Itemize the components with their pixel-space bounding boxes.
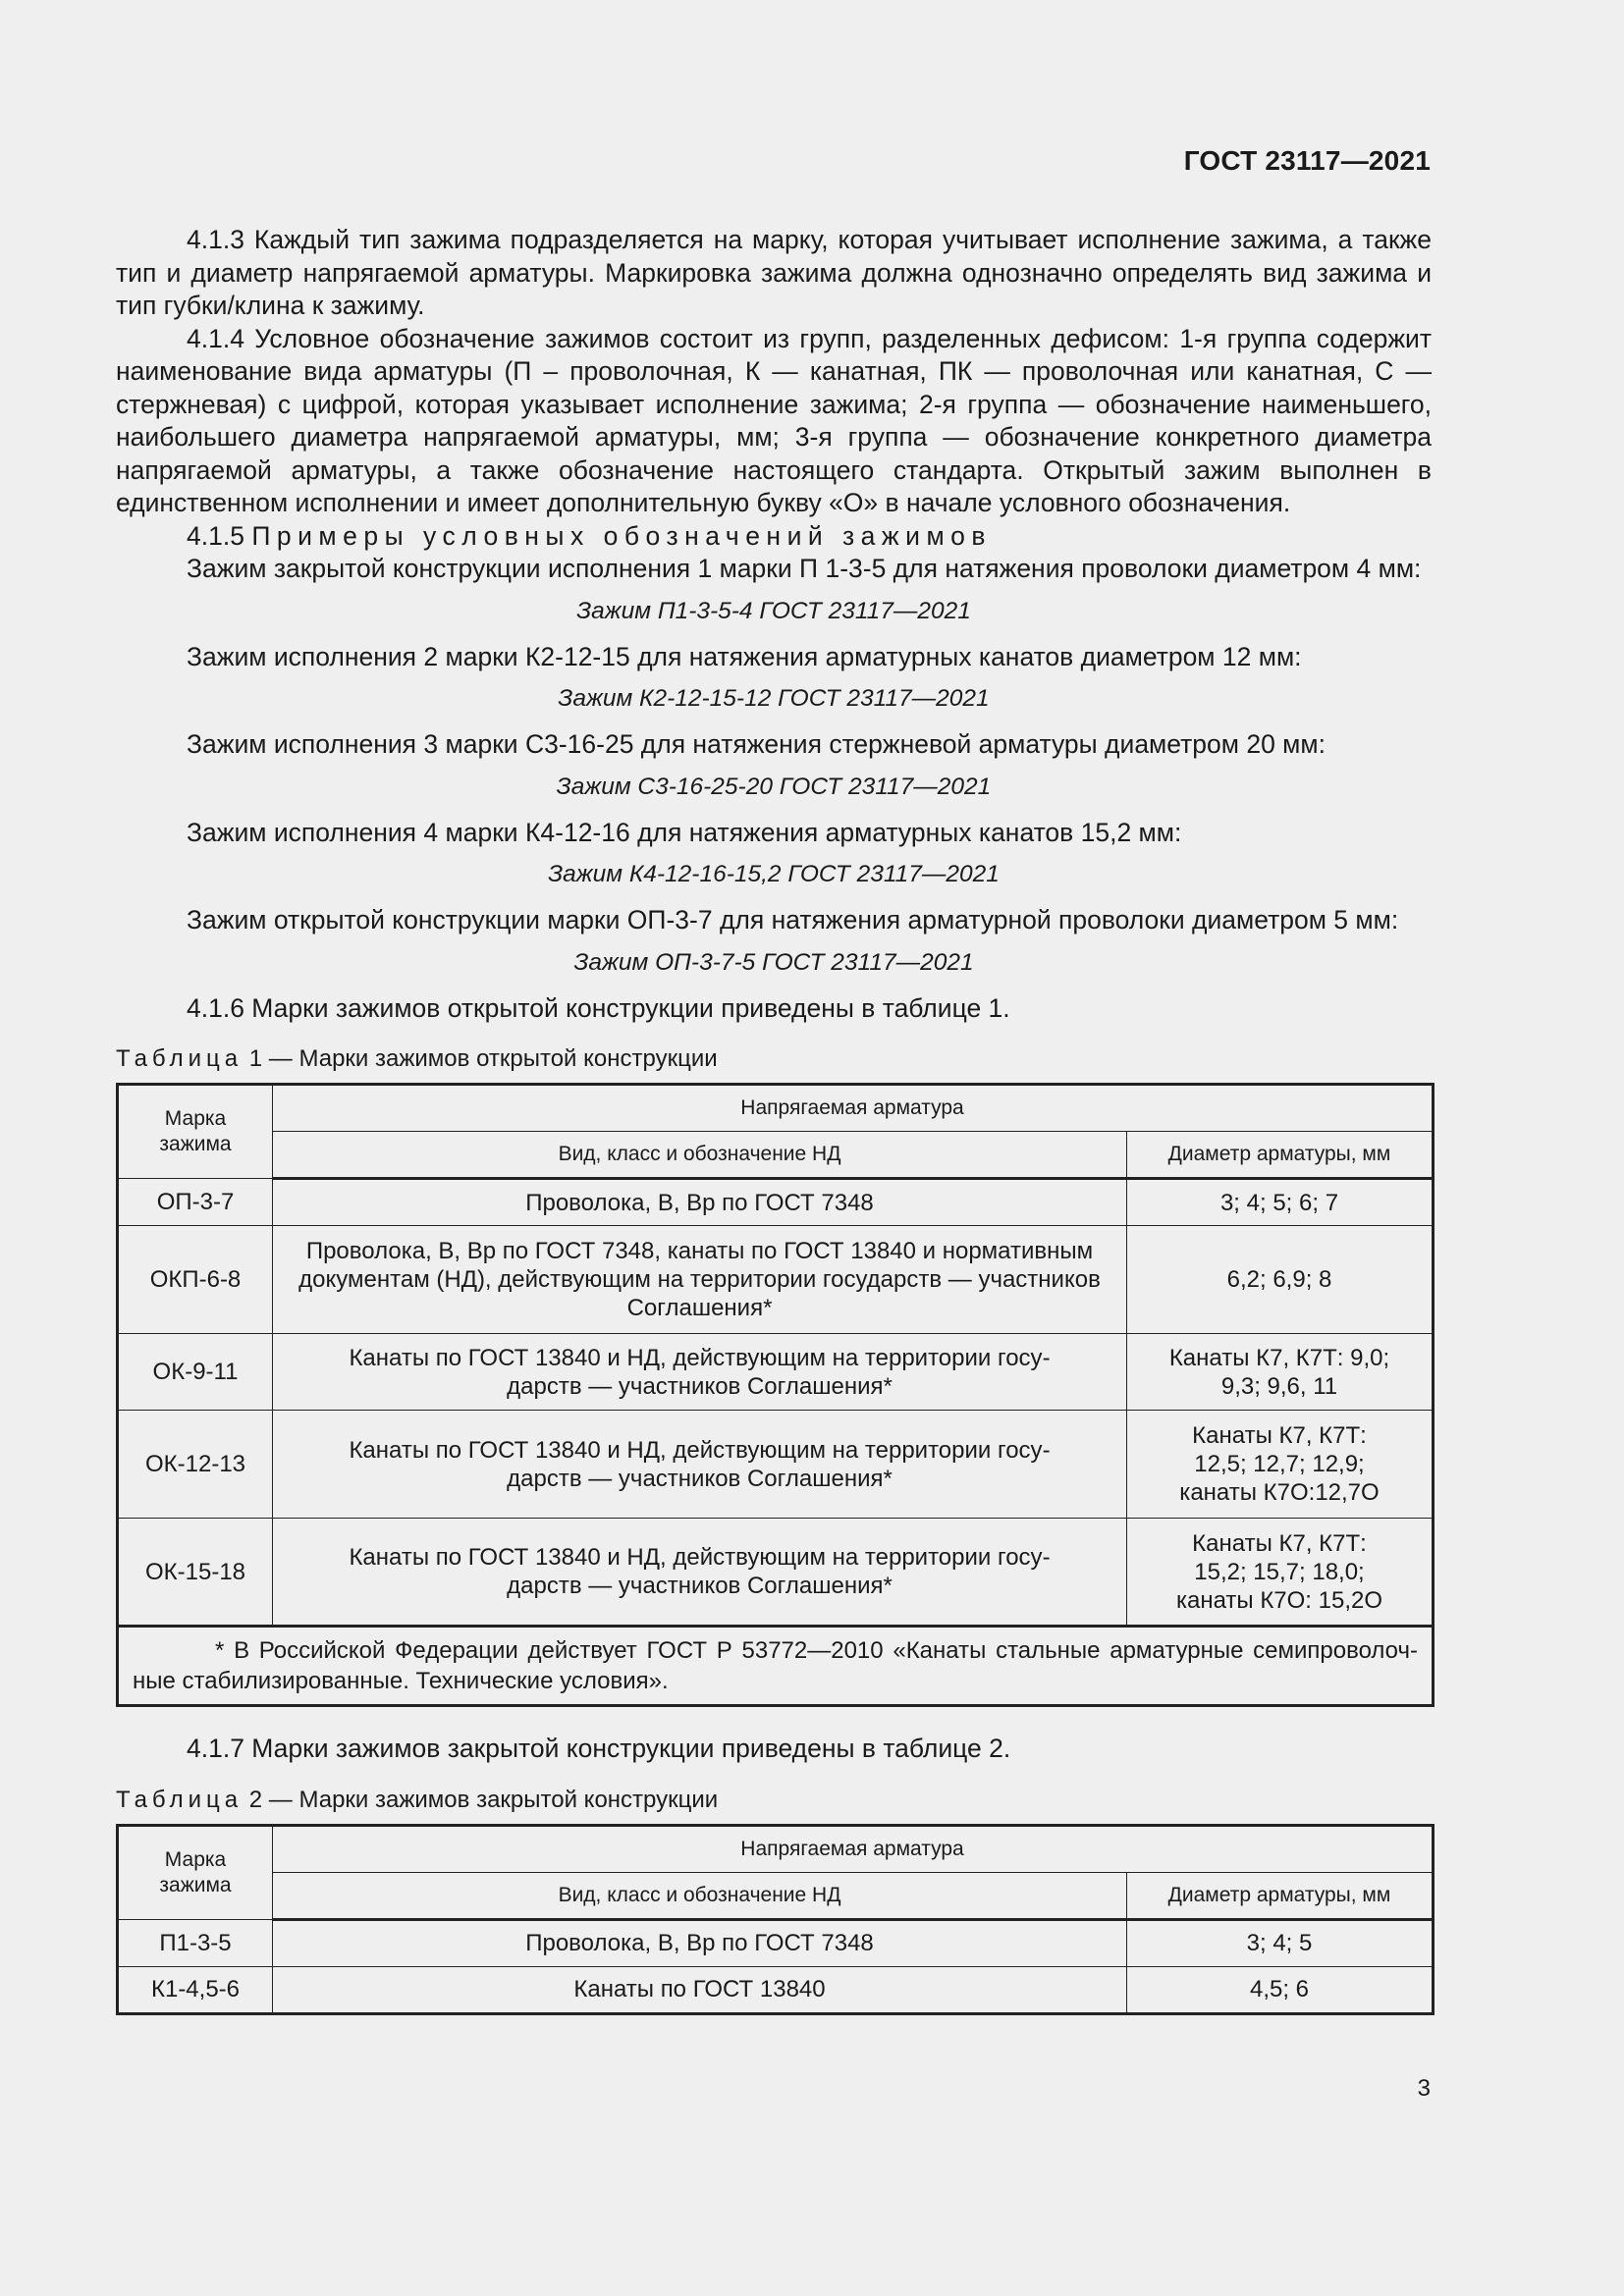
example-5-designation: Зажим ОП-3-7-5 ГОСТ 23117—2021 — [573, 948, 974, 976]
example-3-designation: Зажим С3-16-25-20 ГОСТ 23117—2021 — [556, 773, 992, 800]
table-2-caption — [116, 1786, 1432, 1815]
header-diameter: Диаметр арматуры, мм — [1127, 1872, 1434, 1919]
cell-diameter: Канаты К7, К7Т: 12,5; 12,7; 12,9; канаты К7О:12,7О — [1127, 1411, 1434, 1519]
paragraph-4-1-7: 4.1.7 Марки зажимов закрытой конструкции приведены в таблице 2. — [187, 1734, 1011, 1763]
example-4-text: Зажим исполнения 4 марки К4-12-16 для натяжения арматурных канатов 15,2 мм: — [187, 817, 1182, 847]
table-title: 2 — Марки зажимов закрытой конструкции — [248, 1786, 719, 1813]
header-group: Напрягаемая арматура — [273, 1085, 1434, 1132]
table-2 — [116, 1824, 1435, 2015]
cell-type: Канаты по ГОСТ 13840 и НД, действующим на территории государств — участников Соглашения* — [273, 1334, 1127, 1411]
header-mark: Марка зажима — [118, 1825, 273, 1919]
table-footnote-row — [118, 1627, 1434, 1706]
example-1-text: Зажим закрытой конструкции исполнения 1 марки П 1-3-5 для натяжения проволоки диаметром 4 мм: — [187, 554, 1422, 583]
table-row — [118, 1919, 1434, 1966]
example-1-designation: Зажим П1-3-5-4 ГОСТ 23117—2021 — [576, 597, 971, 624]
header-mark: Марка зажима — [118, 1085, 273, 1179]
section-4-1-5-heading — [116, 520, 1432, 554]
cell-mark: К1-4,5-6 — [118, 1966, 273, 2013]
cell-mark: П1-3-5 — [118, 1919, 273, 1966]
document-body — [116, 224, 1432, 2015]
cell-type: Канаты по ГОСТ 13840 и НД, действующим на территории государств — участников Соглашения* — [273, 1519, 1127, 1627]
cell-mark: ОКП-6-8 — [118, 1226, 273, 1334]
cell-diameter: Канаты К7, К7Т: 9,0; 9,3; 9,6, 11 — [1127, 1334, 1434, 1411]
example-3-text: Зажим исполнения 3 марки С3-16-25 для натяжения стержневой арматуры диаметром 20 мм: — [187, 729, 1326, 759]
table-label: Таблица — [116, 1045, 244, 1072]
header-type: Вид, класс и обозначение НД — [273, 1132, 1127, 1179]
paragraph-4-1-6: 4.1.6 Марки зажимов открытой конструкции приведены в таблице 1. — [187, 992, 1010, 1023]
example-2-designation: Зажим К2-12-15-12 ГОСТ 23117—2021 — [558, 685, 990, 712]
table-row — [118, 1519, 1434, 1627]
cell-mark: ОК-12-13 — [118, 1411, 273, 1519]
table-row — [118, 1334, 1434, 1411]
table-footnote: * В Российской Федерации действует ГОСТ Р 53772—2010 «Канаты стальные арматурные семипроволочные стабилизированные. Технические условия». — [118, 1627, 1434, 1706]
table-row — [118, 1226, 1434, 1334]
table-1-caption — [116, 1044, 1432, 1074]
table-1 — [116, 1083, 1435, 1707]
standard-designation: ГОСТ 23117—2021 — [1183, 145, 1431, 176]
cell-diameter: Канаты К7, К7Т: 15,2; 15,7; 18,0; канаты К7О: 15,2О — [1127, 1519, 1434, 1627]
cell-type: Проволока, В, Вр по ГОСТ 7348 — [273, 1919, 1127, 1966]
section-number: 4.1.5 — [187, 520, 244, 551]
cell-diameter: 3; 4; 5; 6; 7 — [1127, 1179, 1434, 1226]
section-title: Примеры условных обозначений зажимов — [251, 520, 992, 551]
cell-type: Канаты по ГОСТ 13840 и НД, действующим на территории государств — участников Соглашения* — [273, 1411, 1127, 1519]
page-number: 3 — [1417, 2075, 1431, 2102]
cell-mark: ОК-15-18 — [118, 1519, 273, 1627]
example-5-text: Зажим открытой конструкции марки ОП-3-7 для натяжения арматурной проволоки диаметром 5 мм: — [187, 905, 1399, 934]
cell-diameter: 4,5; 6 — [1127, 1966, 1434, 2013]
cell-diameter: 6,2; 6,9; 8 — [1127, 1226, 1434, 1334]
header-type: Вид, класс и обозначение НД — [273, 1872, 1127, 1919]
cell-type: Проволока, В, Вр по ГОСТ 7348 — [273, 1179, 1127, 1226]
cell-type: Канаты по ГОСТ 13840 — [273, 1966, 1127, 2013]
header-group: Напрягаемая арматура — [273, 1825, 1434, 1872]
table-label: Таблица — [116, 1786, 244, 1813]
table-row — [118, 1966, 1434, 2013]
example-2-text: Зажим исполнения 2 марки К2-12-15 для натяжения арматурных канатов диаметром 12 мм: — [187, 641, 1302, 671]
header-diameter: Диаметр арматуры, мм — [1127, 1132, 1434, 1179]
paragraph-4-1-3: 4.1.3 Каждый тип зажима подразделяется на марку, которая учитывает исполнение зажима, а также тип и диаметр напрягаемой арматуры. Маркировка зажима должна однозначно определять вид зажима и тип губки/клина к зажиму. — [116, 225, 1432, 320]
cell-mark: ОК-9-11 — [118, 1334, 273, 1411]
table-row — [118, 1411, 1434, 1519]
cell-diameter: 3; 4; 5 — [1127, 1919, 1434, 1966]
table-row — [118, 1179, 1434, 1226]
table-title: 1 — Марки зажимов открытой конструкции — [248, 1045, 718, 1072]
paragraph-4-1-4: 4.1.4 Условное обозначение зажимов состоит из групп, разделенных дефисом: 1-я группа содержит наименование вида арматуры (П – проволочная, К — канатная, ПК — проволочная или канатная, С — стержневая) с цифрой, которая указывает исполнение зажима; 2-я группа — обозначение наименьшего, наибольшего диаметра напрягаемой арматуры, мм; 3-я группа — обозначение конкретного диаметра напрягаемой арматуры, а также обозначение настоящего стандарта. Открытый зажим выполнен в единственном исполнении и имеет дополнительную букву «О» в начале условного обозначения. — [116, 323, 1432, 517]
example-4-designation: Зажим К4-12-16-15,2 ГОСТ 23117—2021 — [548, 861, 1000, 887]
cell-mark: ОП-3-7 — [118, 1179, 273, 1226]
cell-type: Проволока, В, Вр по ГОСТ 7348, канаты по ГОСТ 13840 и нормативным документам (НД), действующим на территории государств — участников Соглашения* — [273, 1226, 1127, 1334]
